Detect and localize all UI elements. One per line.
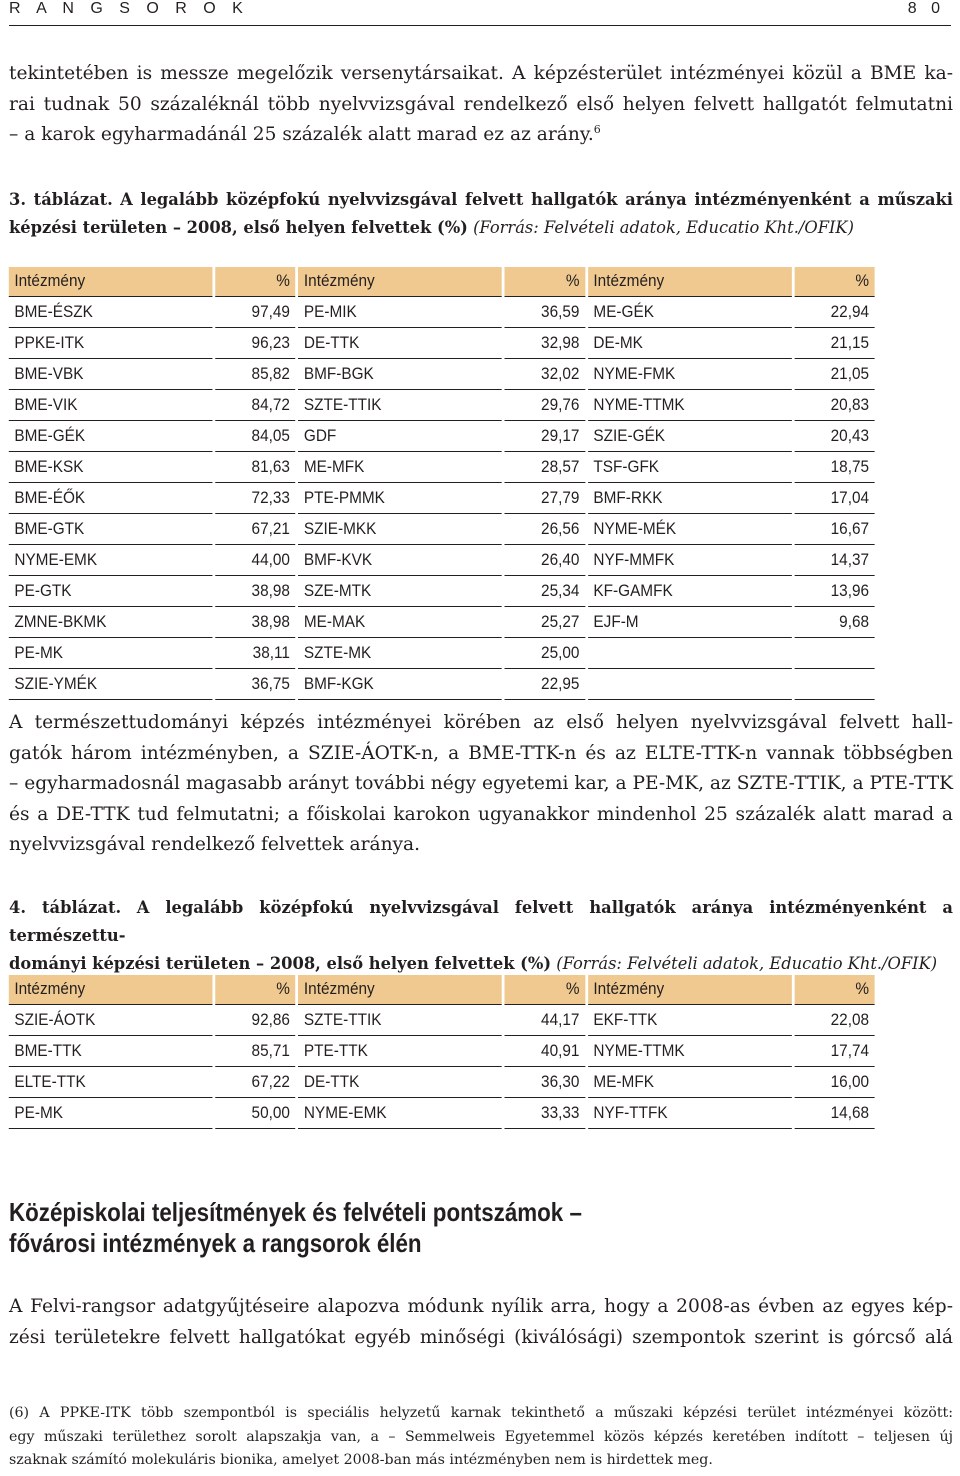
cell-institution: NYME-EMK [298, 1098, 502, 1129]
intro-line: rai tudnak 50 százaléknál több nyelvvizsgával rendelkező első helyen felvett hallgatót felmutatni [9, 93, 953, 115]
intro-line-last [9, 120, 953, 151]
table-header-row [9, 267, 875, 297]
table3-caption [9, 186, 953, 242]
cell-percent: 29,17 [505, 421, 585, 452]
header-cell-percent: % [505, 975, 585, 1005]
cell-institution: ME-MFK [298, 452, 502, 483]
cell-percent: 44,17 [505, 1005, 585, 1036]
cell-institution: BME-KSK [9, 452, 213, 483]
table-3 [6, 267, 877, 700]
cell-percent: 96,23 [215, 328, 295, 359]
header-cell-institution: Intézmény [298, 975, 502, 1005]
cell-percent: 84,72 [215, 390, 295, 421]
table-row [9, 669, 875, 700]
cell-percent: 25,34 [505, 576, 585, 607]
cell-institution: NYME-TTMK [588, 390, 792, 421]
table3-caption-text: A legalább középfokú nyelvvizsgával felvett hallgatók aránya intézményenként a műszaki [120, 190, 953, 209]
cell-percent: 25,00 [505, 638, 585, 669]
closing-line: zési területekre felvett hallgatókat egyéb minőségi (kiválósági) szempontok szerint is górcső alá [9, 1326, 953, 1348]
cell-institution: SZIE-ÁOTK [9, 1005, 213, 1036]
cell-percent: 38,98 [215, 576, 295, 607]
cell-percent: 67,22 [215, 1067, 295, 1098]
cell-institution: PE-GTK [9, 576, 213, 607]
header-rule [9, 25, 951, 26]
cell-percent: 50,00 [215, 1098, 295, 1129]
cell-institution: TSF-GFK [588, 452, 792, 483]
cell-institution: DE-TTK [298, 328, 502, 359]
table-row [9, 1098, 875, 1129]
cell-percent: 22,94 [794, 297, 874, 328]
cell-percent: 32,02 [505, 359, 585, 390]
page-number: 8 0 [907, 0, 945, 17]
section-title: R A N G S O R O K [9, 0, 249, 17]
intro-line: tekintetében is messze megelőzik versenytársaikat. A képzésterület intézményei közül a BME ka- [9, 63, 953, 84]
cell-percent: 38,11 [215, 638, 295, 669]
table4-caption-source: (Forrás: Felvételi adatok, Educatio Kht./OFIK) [556, 954, 938, 973]
cell-percent: 36,30 [505, 1067, 585, 1098]
header-cell-institution: Intézmény [9, 975, 213, 1005]
cell-percent: 40,91 [505, 1036, 585, 1067]
cell-institution: BME-ÉSZK [9, 297, 213, 328]
cell-institution: NYME-MÉK [588, 514, 792, 545]
cell-percent: 38,98 [215, 607, 295, 638]
cell-percent: 29,76 [505, 390, 585, 421]
table4-caption-text: A legalább középfokú nyelvvizsgával felvett hallgatók aránya intézményenként a természettu- [9, 898, 953, 945]
cell-institution: PE-MK [9, 638, 213, 669]
cell-institution: NYME-TTMK [588, 1036, 792, 1067]
cell-institution: DE-MK [588, 328, 792, 359]
table3-caption-text2: képzési területen – 2008, első helyen felvettek (%) [9, 218, 468, 237]
cell-institution: EJF-M [588, 607, 792, 638]
cell-institution: BME-GÉK [9, 421, 213, 452]
cell-institution: SZTE-TTIK [298, 390, 502, 421]
cell-percent: 97,49 [215, 297, 295, 328]
cell-institution: SZIE-YMÉK [9, 669, 213, 700]
cell-percent: 20,83 [794, 390, 874, 421]
cell-institution: ELTE-TTK [9, 1067, 213, 1098]
table-row [9, 607, 875, 638]
cell-institution: GDF [298, 421, 502, 452]
cell-institution: SZIE-GÉK [588, 421, 792, 452]
cell-institution: BME-VBK [9, 359, 213, 390]
middle-paragraph [9, 708, 953, 861]
table-4 [6, 975, 877, 1129]
table3-caption-line1 [9, 186, 953, 214]
cell-percent: 81,63 [215, 452, 295, 483]
cell-percent: 44,00 [215, 545, 295, 576]
table-row [9, 545, 875, 576]
cell-percent: 85,71 [215, 1036, 295, 1067]
footnote-ref: 6 [593, 122, 601, 136]
table3-caption-source: (Forrás: Felvételi adatok, Educatio Kht./OFIK) [473, 218, 854, 237]
footnote-line: szaknak számító molekuláris bionika, amelyet 2008-ban más intézményben nem is hirdettek meg. [9, 1452, 713, 1468]
footnote-line: (6) A PPKE-ITK több szempontból is speciális helyzetű karnak tekinthető a műszaki képzési terület intézményei között: [9, 1405, 953, 1421]
table-header-row [9, 975, 875, 1005]
intro-line: – a karok egyharmadánál 25 százalék alatt marad ez az arány. [9, 124, 594, 145]
cell-percent: 27,79 [505, 483, 585, 514]
cell-institution: PE-MIK [298, 297, 502, 328]
table4-caption-text2: dományi képzési területen – 2008, első helyen felvettek (%) [9, 954, 552, 973]
cell-institution: NYME-EMK [9, 545, 213, 576]
cell-institution: NYME-FMK [588, 359, 792, 390]
cell-institution: SZE-MTK [298, 576, 502, 607]
cell-institution: PE-MK [9, 1098, 213, 1129]
cell-percent: 26,56 [505, 514, 585, 545]
middle-line: és a DE-TTK tud felmutatni; a főiskolai karokon ugyanakkor mindenhol 25 százalék alatt marad a [9, 803, 953, 825]
cell-institution: KF-GAMFK [588, 576, 792, 607]
header-cell-percent: % [505, 267, 585, 297]
cell-percent: 9,68 [794, 607, 874, 638]
table-row [9, 576, 875, 607]
section-heading [9, 1197, 582, 1259]
table-row [9, 514, 875, 545]
cell-institution: PPKE-ITK [9, 328, 213, 359]
cell-percent: 67,21 [215, 514, 295, 545]
cell-percent: 92,86 [215, 1005, 295, 1036]
cell-percent: 72,33 [215, 483, 295, 514]
closing-line: A Felvi-rangsor adatgyűjtéseire alapozva módunk nyílik arra, hogy a 2008-as évben az egyes kép- [9, 1296, 953, 1317]
header-cell-percent: % [215, 975, 295, 1005]
table-row [9, 1005, 875, 1036]
table-row [9, 638, 875, 669]
intro-paragraph [9, 59, 953, 151]
cell-institution: PTE-TTK [298, 1036, 502, 1067]
footnote [9, 1402, 953, 1473]
cell-percent: 13,96 [794, 576, 874, 607]
table4-caption-line1 [9, 894, 953, 950]
closing-paragraph [9, 1292, 953, 1353]
cell-percent: 21,05 [794, 359, 874, 390]
cell-percent: 17,74 [794, 1036, 874, 1067]
section-heading-line: fővárosi intézmények a rangsorok élén [9, 1228, 422, 1258]
cell-institution: NYF-MMFK [588, 545, 792, 576]
cell-percent: 28,57 [505, 452, 585, 483]
cell-percent: 26,40 [505, 545, 585, 576]
table-row [9, 359, 875, 390]
cell-percent: 16,00 [794, 1067, 874, 1098]
cell-percent: 84,05 [215, 421, 295, 452]
cell-institution: SZTE-MK [298, 638, 502, 669]
header-cell-institution: Intézmény [588, 267, 792, 297]
cell-percent: 21,15 [794, 328, 874, 359]
table-row [9, 297, 875, 328]
cell-institution: BMF-BGK [298, 359, 502, 390]
header-cell-institution: Intézmény [298, 267, 502, 297]
cell-institution: PTE-PMMK [298, 483, 502, 514]
header-cell-percent: % [794, 975, 874, 1005]
running-header [9, 0, 945, 24]
cell-percent: 85,82 [215, 359, 295, 390]
cell-percent: 14,68 [794, 1098, 874, 1129]
middle-line: nyelvvizsgával rendelkező felvettek aránya. [9, 834, 421, 855]
cell-percent: 36,75 [215, 669, 295, 700]
header-cell-percent: % [794, 267, 874, 297]
cell-percent: 16,67 [794, 514, 874, 545]
table-row [9, 421, 875, 452]
table3-caption-number: 3. táblázat. [9, 190, 113, 209]
cell-institution: NYF-TTFK [588, 1098, 792, 1129]
footnote-line: egy műszaki területhez sorolt alapszakja van, a – Semmelweis Egyetemmel közös képzés keretében indított – teljesen új [9, 1428, 953, 1445]
cell-institution [588, 669, 792, 700]
table-row [9, 328, 875, 359]
cell-percent: 22,95 [505, 669, 585, 700]
cell-percent: 17,04 [794, 483, 874, 514]
table4-caption-number: 4. táblázat. [9, 898, 122, 917]
cell-institution: ME-MAK [298, 607, 502, 638]
cell-institution: EKF-TTK [588, 1005, 792, 1036]
cell-institution: BME-TTK [9, 1036, 213, 1067]
middle-line: gatók három intézményben, a SZIE-ÁOTK-n, a BME-TTK-n és az ELTE-TTK-n vannak többségben [9, 742, 953, 764]
table4-caption [9, 894, 953, 978]
cell-institution: BME-ÉŐK [9, 483, 213, 514]
cell-percent: 14,37 [794, 545, 874, 576]
cell-percent: 25,27 [505, 607, 585, 638]
cell-percent: 33,33 [505, 1098, 585, 1129]
cell-institution [588, 638, 792, 669]
cell-institution: ME-MFK [588, 1067, 792, 1098]
cell-institution: SZTE-TTIK [298, 1005, 502, 1036]
cell-percent: 32,98 [505, 328, 585, 359]
cell-institution: ME-GÉK [588, 297, 792, 328]
middle-line: A természettudományi képzés intézményei körében az első helyen nyelvvizsgával felvett hall- [9, 712, 953, 733]
table-row [9, 452, 875, 483]
cell-institution: ZMNE-BKMK [9, 607, 213, 638]
middle-line: – egyharmadosnál magasabb arányt további négy egyetemi kar, a PE-MK, az SZTE-TTIK, a PTE-TTK [9, 773, 953, 794]
cell-institution: BME-GTK [9, 514, 213, 545]
cell-percent [794, 638, 874, 669]
cell-institution: DE-TTK [298, 1067, 502, 1098]
cell-percent: 20,43 [794, 421, 874, 452]
cell-institution: BME-VIK [9, 390, 213, 421]
cell-percent: 22,08 [794, 1005, 874, 1036]
cell-institution: BMF-KVK [298, 545, 502, 576]
table-row [9, 390, 875, 421]
header-cell-institution: Intézmény [9, 267, 213, 297]
header-cell-percent: % [215, 267, 295, 297]
cell-institution: SZIE-MKK [298, 514, 502, 545]
cell-institution: BMF-RKK [588, 483, 792, 514]
cell-percent: 36,59 [505, 297, 585, 328]
cell-institution: BMF-KGK [298, 669, 502, 700]
cell-percent: 18,75 [794, 452, 874, 483]
cell-percent [794, 669, 874, 700]
table-row [9, 483, 875, 514]
header-cell-institution: Intézmény [588, 975, 792, 1005]
table-row [9, 1067, 875, 1098]
table-row [9, 1036, 875, 1067]
section-heading-line: Középiskolai teljesítmények és felvételi pontszámok – [9, 1197, 582, 1227]
